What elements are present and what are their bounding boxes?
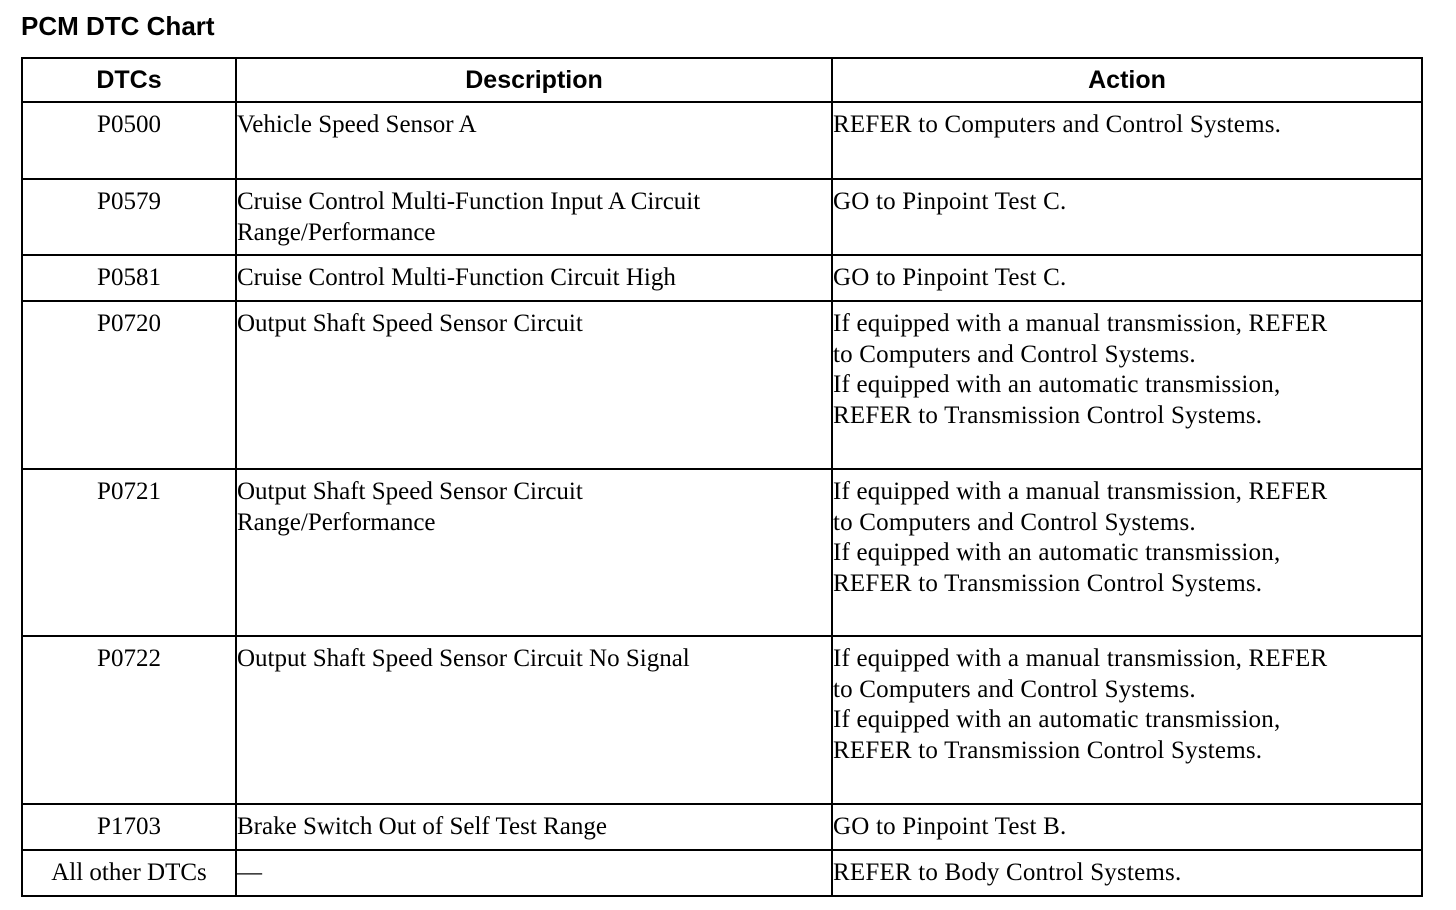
description-line: Range/Performance	[237, 508, 436, 536]
table-row	[22, 636, 1422, 804]
dtc-action	[832, 255, 1422, 301]
table-header-row	[22, 58, 1422, 102]
description-line: Output Shaft Speed Sensor Circuit	[237, 310, 583, 337]
dtc-action	[832, 850, 1422, 896]
dtc-table	[21, 57, 1423, 897]
table-row	[22, 850, 1422, 896]
table-row	[22, 255, 1422, 301]
table-row	[22, 301, 1422, 469]
action-line: If equipped with a manual transmission, REFER	[833, 478, 1328, 505]
action-line: If equipped with an automatic transmission,	[833, 539, 1281, 566]
dtc-code: P0720	[22, 301, 236, 469]
dtc-action	[832, 179, 1422, 255]
column-header-action: Action	[832, 58, 1422, 102]
dtc-code: P0722	[22, 636, 236, 804]
dtc-description	[236, 804, 832, 850]
dtc-code: P0500	[22, 102, 236, 179]
action-line: If equipped with a manual transmission, REFER	[833, 310, 1328, 337]
dtc-description	[236, 255, 832, 301]
action-line: REFER to Body Control Systems.	[833, 859, 1182, 886]
page-title: PCM DTC Chart	[21, 11, 215, 41]
dtc-action	[832, 804, 1422, 850]
dtc-description	[236, 469, 832, 636]
description-line: Brake Switch Out of Self Test Range	[237, 813, 607, 840]
action-line: REFER to Transmission Control Systems.	[833, 569, 1263, 597]
dtc-description	[236, 301, 832, 469]
column-header-dtcs: DTCs	[22, 58, 236, 102]
action-line: REFER to Transmission Control Systems.	[833, 736, 1263, 764]
description-line: Output Shaft Speed Sensor Circuit No Signal	[237, 645, 690, 672]
action-line: If equipped with a manual transmission, REFER	[833, 645, 1328, 672]
dtc-description	[236, 179, 832, 255]
dtc-description	[236, 102, 832, 179]
description-line: Range/Performance	[237, 218, 436, 246]
dtc-action	[832, 102, 1422, 179]
description-line: Cruise Control Multi-Function Circuit High	[237, 264, 676, 291]
action-line: to Computers and Control Systems.	[833, 508, 1196, 536]
action-line: If equipped with an automatic transmission,	[833, 371, 1281, 398]
dtc-code: All other DTCs	[22, 850, 236, 896]
dtc-action	[832, 469, 1422, 636]
action-line: to Computers and Control Systems.	[833, 340, 1196, 368]
dtc-action	[832, 636, 1422, 804]
table-row	[22, 469, 1422, 636]
action-line: GO to Pinpoint Test C.	[833, 264, 1067, 291]
dtc-action	[832, 301, 1422, 469]
action-line: GO to Pinpoint Test C.	[833, 188, 1067, 215]
description-line: Cruise Control Multi-Function Input A Circuit	[237, 188, 701, 215]
table-row	[22, 102, 1422, 179]
dtc-description	[236, 636, 832, 804]
action-line: If equipped with an automatic transmission,	[833, 706, 1281, 733]
column-header-description: Description	[236, 58, 832, 102]
description-line: —	[237, 859, 262, 886]
action-line: REFER to Computers and Control Systems.	[833, 111, 1282, 138]
dtc-code: P0579	[22, 179, 236, 255]
dtc-code: P0581	[22, 255, 236, 301]
action-line: REFER to Transmission Control Systems.	[833, 401, 1263, 429]
table-row	[22, 804, 1422, 850]
dtc-description	[236, 850, 832, 896]
dtc-code: P0721	[22, 469, 236, 636]
table-row	[22, 179, 1422, 255]
action-line: GO to Pinpoint Test B.	[833, 813, 1067, 840]
dtc-code: P1703	[22, 804, 236, 850]
description-line: Vehicle Speed Sensor A	[237, 111, 477, 138]
description-line: Output Shaft Speed Sensor Circuit	[237, 478, 583, 505]
action-line: to Computers and Control Systems.	[833, 675, 1196, 703]
